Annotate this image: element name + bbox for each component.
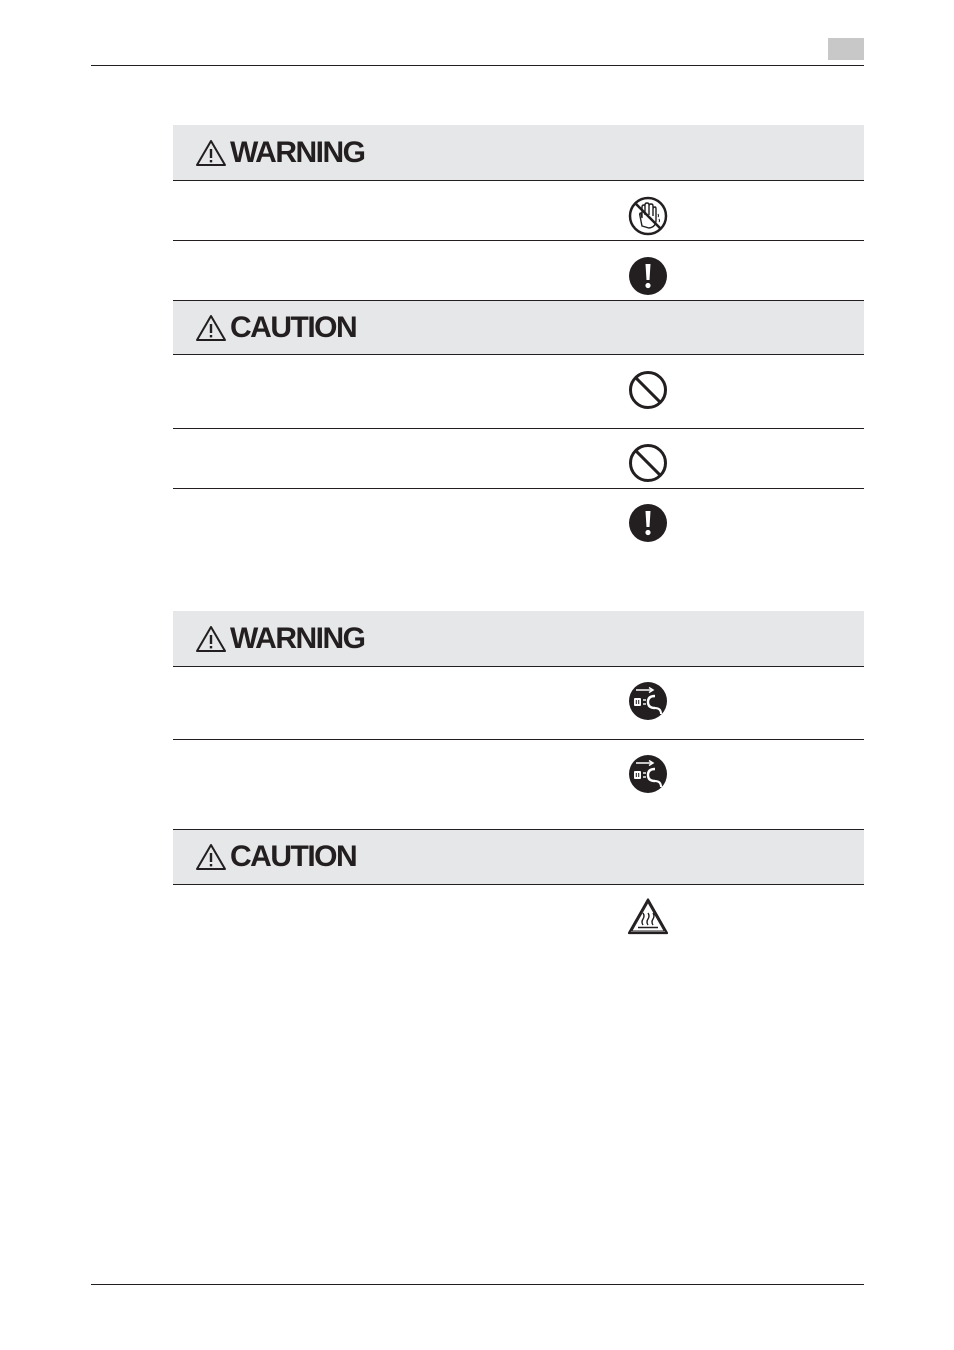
table-row xyxy=(173,355,864,429)
mandatory-action-icon xyxy=(628,256,668,296)
warning-triangle-icon xyxy=(195,139,227,167)
row-description xyxy=(173,429,603,488)
no-wet-hands-icon xyxy=(628,196,668,236)
caution-label: CAUTION xyxy=(230,310,357,344)
prohibition-icon xyxy=(628,370,668,410)
table-row xyxy=(173,181,864,241)
warning-header xyxy=(173,125,864,181)
page-tab xyxy=(828,38,864,60)
row-description xyxy=(173,667,603,739)
prohibition-icon xyxy=(628,443,668,483)
table-row xyxy=(173,740,864,830)
caution-header xyxy=(173,830,864,885)
table-row xyxy=(173,489,864,569)
safety-table-1 xyxy=(173,125,864,569)
row-description xyxy=(173,355,603,428)
table-row xyxy=(173,667,864,740)
row-description xyxy=(173,740,603,829)
hot-surface-icon xyxy=(628,897,668,937)
row-description xyxy=(173,181,603,240)
table-row xyxy=(173,885,864,955)
safety-table-2 xyxy=(173,611,864,955)
unplug-power-cord-icon xyxy=(628,754,668,794)
warning-label: WARNING xyxy=(230,621,365,655)
mandatory-action-icon xyxy=(628,503,668,543)
warning-triangle-icon xyxy=(195,314,227,342)
warning-label: WARNING xyxy=(230,135,365,169)
row-description xyxy=(173,241,603,300)
row-description xyxy=(173,885,603,955)
caution-label: CAUTION xyxy=(230,840,357,873)
unplug-power-cord-icon xyxy=(628,681,668,721)
header-rule xyxy=(91,65,864,66)
warning-header xyxy=(173,611,864,667)
warning-triangle-icon xyxy=(195,625,227,653)
caution-header xyxy=(173,301,864,355)
row-description xyxy=(173,489,603,569)
footer-rule xyxy=(91,1284,864,1285)
table-row xyxy=(173,241,864,301)
warning-triangle-icon xyxy=(195,843,227,871)
table-row xyxy=(173,429,864,489)
